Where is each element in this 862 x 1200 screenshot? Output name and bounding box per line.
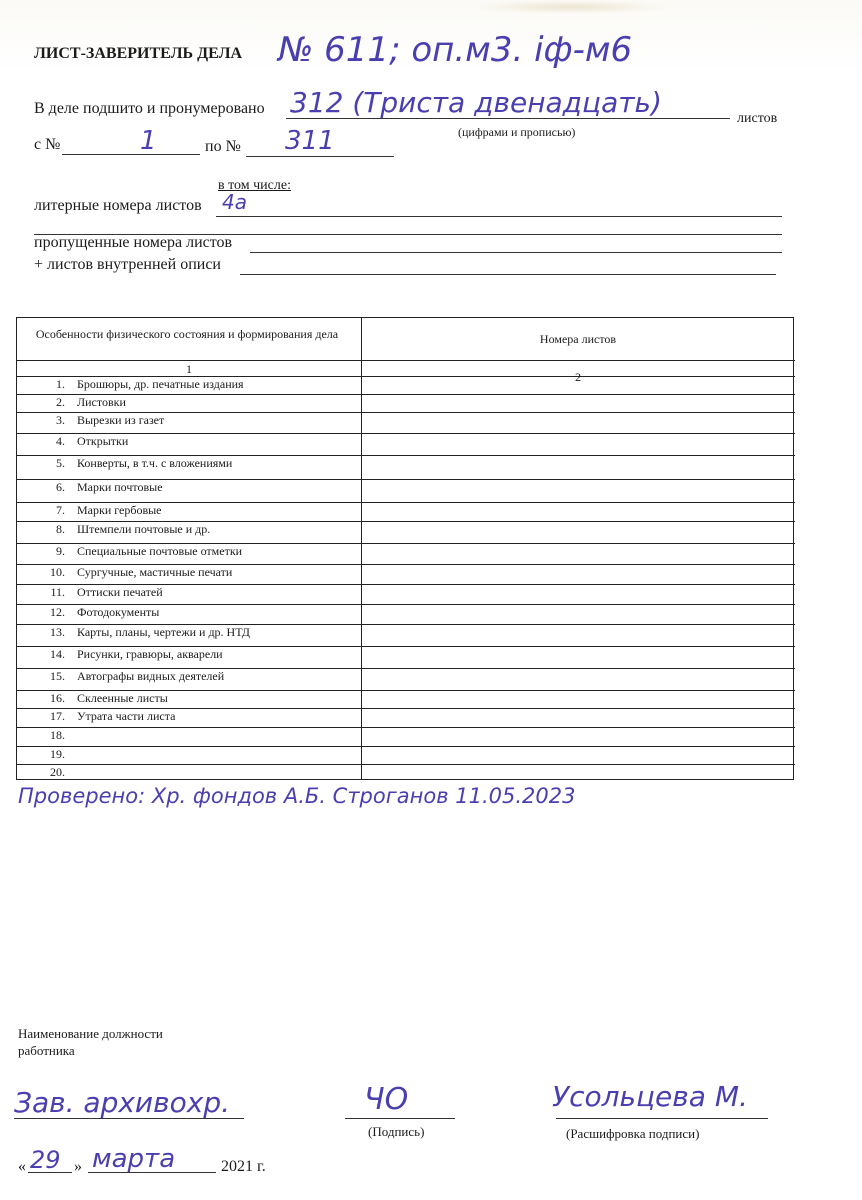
row-number: 15. <box>50 669 65 683</box>
row-label: Рисунки, гравюры, акварели <box>77 647 223 661</box>
missing-underline <box>250 252 782 253</box>
verification-note-handwritten: Проверено: Хр. фондов А.Б. Строганов 11.05.2023 <box>18 784 576 808</box>
row-number: 12. <box>50 605 65 619</box>
table-row <box>17 376 795 395</box>
date-day-handwritten: 29 <box>30 1146 61 1174</box>
row-number: 19. <box>50 747 65 761</box>
position-value-handwritten: Зав. архивохр. <box>14 1086 230 1119</box>
decoding-label: (Расшифровка подписи) <box>566 1126 700 1141</box>
position-label-line2: работника <box>18 1043 75 1058</box>
table-header <box>17 318 795 361</box>
signature-handwritten: ЧО <box>364 1082 409 1117</box>
date-close-quote: » <box>74 1158 82 1175</box>
date-open-quote: « <box>18 1158 26 1175</box>
filed-value-handwritten: 312 (Триста двенадцать) <box>290 86 662 119</box>
to-underline <box>246 156 394 157</box>
table-row <box>17 668 795 691</box>
row-number: 18. <box>50 728 65 742</box>
filed-label: В деле подшито и пронумеровано <box>34 100 265 117</box>
signature-underline <box>345 1118 455 1119</box>
table-row <box>17 708 795 728</box>
table-row <box>17 604 795 625</box>
units-hint: (цифрами и прописью) <box>458 125 576 139</box>
table-row <box>17 543 795 565</box>
lettered-value-handwritten: 4а <box>222 190 247 214</box>
table-row <box>17 764 795 779</box>
row-label: Фотодокументы <box>77 605 160 619</box>
row-label: Утрата части листа <box>77 709 176 723</box>
row-number: 9. <box>56 544 65 558</box>
case-number-handwritten: № 611; оп.м3. іф-м6 <box>278 30 633 70</box>
row-number: 1. <box>56 377 65 391</box>
table-row <box>17 727 795 747</box>
from-underline <box>62 154 200 155</box>
row-label: Специальные почтовые отметки <box>77 544 243 558</box>
row-number: 17. <box>50 709 65 723</box>
col1-header: Особенности физического состояния и формирования дела <box>35 327 339 341</box>
table-row <box>17 412 795 434</box>
row-label: Штемпели почтовые и др. <box>77 522 211 536</box>
paper-stain <box>470 0 670 14</box>
row-number: 3. <box>56 413 65 427</box>
row-label: Марки почтовые <box>77 480 163 494</box>
from-value-handwritten: 1 <box>140 126 157 156</box>
col1-number: 1 <box>186 362 192 376</box>
row-number: 8. <box>56 522 65 536</box>
table-row <box>17 394 795 413</box>
row-number: 11. <box>50 585 65 599</box>
to-label: по № <box>205 138 241 155</box>
lettered-label: литерные номера листов <box>34 197 202 214</box>
row-label: Марки гербовые <box>77 503 162 517</box>
row-number: 13. <box>50 625 65 639</box>
col2-number: 2 <box>575 370 581 384</box>
signature-label: (Подпись) <box>368 1124 425 1139</box>
row-number: 20. <box>50 765 65 779</box>
table-row <box>17 502 795 522</box>
lettered-underline <box>216 216 782 217</box>
table-row <box>17 746 795 765</box>
row-label: Открытки <box>77 434 129 448</box>
table-row <box>17 646 795 669</box>
to-value-handwritten: 311 <box>285 126 335 156</box>
col2-header: Номера листов <box>539 332 617 346</box>
including-heading: в том числе: <box>218 178 291 193</box>
date-month-underline <box>88 1172 216 1173</box>
row-number: 14. <box>50 647 65 661</box>
row-label: Листовки <box>77 395 126 409</box>
row-number: 16. <box>50 691 65 705</box>
row-label: Брошюры, др. печатные издания <box>77 377 244 391</box>
inventory-underline <box>240 274 776 275</box>
row-number: 7. <box>56 503 65 517</box>
table-row <box>17 624 795 647</box>
date-month-handwritten: марта <box>92 1144 176 1174</box>
table-row <box>17 455 795 480</box>
decoding-handwritten: Усольцева М. <box>552 1080 748 1113</box>
row-label: Карты, планы, чертежи и др. НТД <box>77 625 250 639</box>
table-row <box>17 690 795 709</box>
row-label: Конверты, в т.ч. с вложениями <box>77 456 233 470</box>
row-number: 10. <box>50 565 65 579</box>
from-label: с № <box>34 136 61 153</box>
row-number: 6. <box>56 480 65 494</box>
row-label: Склеенные листы <box>77 691 168 705</box>
inventory-label: + листов внутренней описи <box>34 256 221 273</box>
table-row <box>17 564 795 585</box>
row-number: 4. <box>56 434 65 448</box>
document-title: ЛИСТ-ЗАВЕРИТЕЛЬ ДЕЛА <box>34 45 243 62</box>
row-label: Автографы видных деятелей <box>77 669 225 683</box>
decoding-underline <box>556 1118 768 1119</box>
date-day-underline <box>28 1172 72 1173</box>
table-row <box>17 521 795 544</box>
row-label: Оттиски печатей <box>77 585 163 599</box>
table-row <box>17 584 795 605</box>
row-label: Вырезки из газет <box>77 413 165 427</box>
missing-label: пропущенные номера листов <box>34 234 233 251</box>
units-label: листов <box>737 111 778 126</box>
position-label-line1: Наименование должности <box>18 1026 163 1041</box>
row-number: 5. <box>56 456 65 470</box>
table-row <box>17 433 795 456</box>
table-row <box>17 479 795 503</box>
condition-table <box>16 317 794 780</box>
row-number: 2. <box>56 395 65 409</box>
position-underline <box>14 1118 244 1119</box>
row-label: Сургучные, мастичные печати <box>77 565 233 579</box>
date-year: 2021 г. <box>221 1158 266 1175</box>
